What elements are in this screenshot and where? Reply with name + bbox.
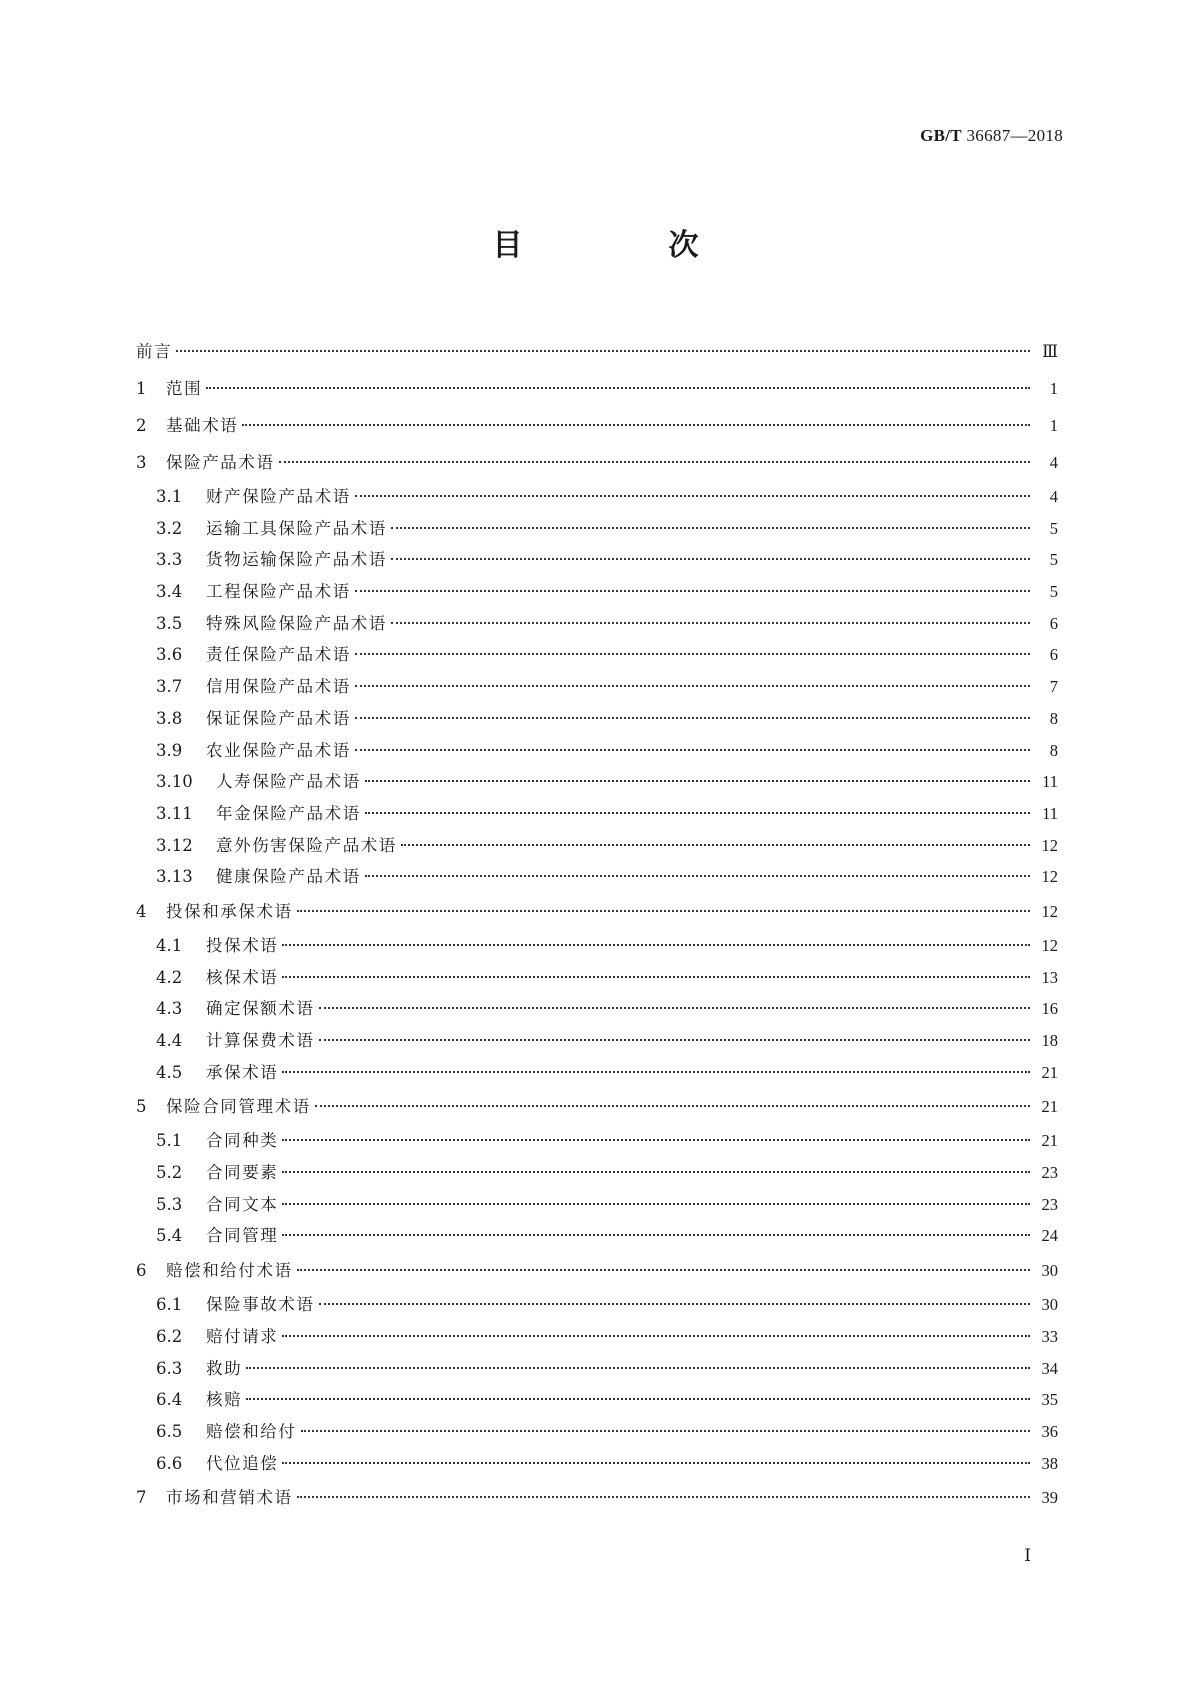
toc-entry-number: 3.2 — [156, 518, 183, 538]
toc-entry-page: 7 — [1049, 677, 1058, 697]
toc-entry-page: 30 — [1041, 1261, 1058, 1281]
toc-entry-page: 39 — [1041, 1488, 1058, 1508]
toc-entry-number: 3.8 — [156, 708, 183, 728]
toc-entry-label: 合同要素 — [206, 1163, 279, 1183]
toc-entry-label: 责任保险产品术语 — [206, 645, 351, 665]
toc-chapter-entry[interactable] — [136, 1088, 1058, 1125]
toc-entry-number: 4.3 — [156, 999, 183, 1019]
toc-section-entry[interactable] — [136, 703, 1058, 735]
toc-dot-leader — [206, 387, 1030, 389]
toc-section-entry[interactable] — [136, 1157, 1058, 1189]
toc-dot-leader — [242, 424, 1030, 426]
toc-section-entry[interactable] — [136, 1448, 1058, 1480]
toc-entry-number: 3.3 — [156, 550, 183, 570]
toc-entry-label: 健康保险产品术语 — [216, 867, 361, 887]
toc-chapter-entry[interactable] — [136, 333, 1058, 370]
toc-dot-leader — [282, 1462, 1030, 1464]
toc-entry-page: 21 — [1041, 1097, 1058, 1117]
toc-section-entry[interactable] — [136, 608, 1058, 640]
toc-section-entry[interactable] — [136, 735, 1058, 767]
toc-section-entry[interactable] — [136, 1220, 1058, 1252]
toc-entry-page: Ⅲ — [1042, 342, 1058, 361]
toc-section-entry[interactable] — [136, 1321, 1058, 1353]
toc-section-entry[interactable] — [136, 766, 1058, 798]
toc-entry-page: 4 — [1049, 453, 1058, 472]
toc-entry-number: 5 — [136, 1097, 147, 1117]
toc-entry-number: 4.1 — [156, 935, 183, 955]
toc-section-entry[interactable] — [136, 513, 1058, 545]
document-code — [920, 126, 1063, 146]
toc-entry-label: 赔偿和给付 — [206, 1421, 297, 1441]
toc-entry-label: 保险产品术语 — [166, 453, 275, 472]
toc-entry-label: 合同文本 — [206, 1194, 279, 1214]
toc-entry-page: 5 — [1049, 550, 1058, 570]
toc-entry-label: 救助 — [206, 1358, 243, 1378]
toc-entry-label: 代位追偿 — [206, 1453, 279, 1473]
toc-entry-page: 38 — [1041, 1453, 1058, 1473]
toc-entry-number: 5.3 — [156, 1194, 183, 1214]
toc-entry-label: 信用保险产品术语 — [206, 677, 351, 697]
toc-entry-page: 5 — [1049, 582, 1058, 602]
toc-entry-label: 范围 — [166, 379, 203, 398]
toc-entry-label: 市场和营销术语 — [166, 1488, 293, 1508]
toc-dot-leader — [297, 1269, 1030, 1271]
page-title: 目 次 — [492, 228, 757, 263]
toc-dot-leader — [355, 717, 1030, 719]
toc-section-entry[interactable] — [136, 1025, 1058, 1057]
toc-dot-leader — [391, 527, 1030, 529]
toc-entry-number: 3.11 — [156, 803, 193, 823]
toc-dot-leader — [297, 910, 1030, 912]
toc-section-entry[interactable] — [136, 861, 1058, 893]
toc-entry-number: 6.5 — [156, 1421, 183, 1441]
toc-entry-number: 4 — [136, 901, 147, 921]
toc-dot-leader — [282, 1234, 1030, 1236]
toc-entry-number: 6.4 — [156, 1390, 183, 1410]
toc-section-entry[interactable] — [136, 1353, 1058, 1385]
toc-entry-page: 21 — [1041, 1131, 1058, 1151]
toc-dot-leader — [282, 1203, 1030, 1205]
document-code-prefix: GB/T — [920, 126, 962, 145]
toc-entry-page: 18 — [1041, 1031, 1058, 1050]
toc-entry-label: 年金保险产品术语 — [216, 803, 361, 823]
toc-entry-label: 农业保险产品术语 — [206, 740, 351, 760]
toc-entry-page: 36 — [1041, 1421, 1058, 1441]
toc-entry-number: 7 — [136, 1488, 147, 1508]
toc-dot-leader — [301, 1430, 1031, 1432]
toc-section-entry[interactable] — [136, 993, 1058, 1025]
toc-entry-number: 5.1 — [156, 1131, 183, 1151]
toc-entry-number: 3.7 — [156, 677, 183, 697]
toc-entry-page: 11 — [1042, 803, 1058, 823]
toc-dot-leader — [282, 1071, 1030, 1073]
toc-section-entry[interactable] — [136, 1189, 1058, 1221]
toc-entry-number: 2 — [136, 416, 147, 435]
toc-section-entry[interactable] — [136, 639, 1058, 671]
toc-entry-number: 3.5 — [156, 613, 183, 633]
toc-entry-number: 6.2 — [156, 1326, 183, 1346]
toc-entry-number: 6.3 — [156, 1358, 183, 1378]
toc-entry-label: 赔偿和给付术语 — [166, 1261, 293, 1281]
toc-section-entry[interactable] — [136, 830, 1058, 862]
toc-section-entry[interactable] — [136, 1057, 1058, 1089]
toc-dot-leader — [319, 1039, 1030, 1041]
toc-entry-label: 基础术语 — [166, 416, 239, 435]
toc-dot-leader — [365, 875, 1030, 877]
toc-entry-number: 4.4 — [156, 1031, 183, 1050]
toc-entry-number: 6 — [136, 1261, 147, 1281]
toc-entry-label: 核保术语 — [206, 967, 279, 987]
toc-chapter-entry[interactable] — [136, 407, 1058, 444]
toc-entry-page: 30 — [1041, 1295, 1058, 1315]
toc-dot-leader — [355, 495, 1030, 497]
toc-section-entry[interactable] — [136, 962, 1058, 994]
toc-dot-leader — [355, 653, 1030, 655]
toc-entry-page: 23 — [1041, 1163, 1058, 1183]
toc-section-entry[interactable] — [136, 1416, 1058, 1448]
toc-entry-page: 33 — [1041, 1326, 1058, 1346]
toc-dot-leader — [315, 1105, 1030, 1107]
toc-entry-label: 特殊风险保险产品术语 — [206, 613, 387, 633]
toc-chapter-entry[interactable] — [136, 893, 1058, 930]
toc-entry-label: 保险事故术语 — [206, 1295, 315, 1315]
toc-entry-page: 11 — [1042, 772, 1058, 792]
toc-dot-leader — [355, 685, 1030, 687]
toc-entry-page: 24 — [1041, 1226, 1058, 1246]
toc-section-entry[interactable] — [136, 1289, 1058, 1321]
toc-entry-page: 16 — [1041, 999, 1058, 1019]
toc-section-entry[interactable] — [136, 1125, 1058, 1157]
toc-entry-page: 34 — [1041, 1358, 1058, 1378]
toc-section-entry[interactable] — [136, 930, 1058, 962]
toc-entry-number: 4.5 — [156, 1062, 183, 1082]
toc-dot-leader — [176, 350, 1030, 352]
toc-dot-leader — [246, 1367, 1030, 1369]
toc-entry-number: 3.10 — [156, 772, 193, 792]
toc-dot-leader — [355, 749, 1030, 751]
toc-entry-label: 合同管理 — [206, 1226, 279, 1246]
toc-entry-label: 保证保险产品术语 — [206, 708, 351, 728]
page-number: Ⅰ — [1024, 1546, 1031, 1565]
document-code-number: 36687—2018 — [966, 126, 1063, 145]
toc-chapter-entry[interactable] — [136, 444, 1058, 481]
toc-entry-number: 3.1 — [156, 487, 183, 506]
toc-section-entry[interactable] — [136, 481, 1058, 513]
toc-entry-label: 保险合同管理术语 — [166, 1097, 311, 1117]
toc-entry-number: 4.2 — [156, 967, 183, 987]
toc-entry-number: 3.4 — [156, 582, 183, 602]
toc-section-entry[interactable] — [136, 798, 1058, 830]
toc-entry-number: 6.6 — [156, 1453, 183, 1473]
toc-entry-number: 3 — [136, 453, 147, 472]
toc-entry-page: 21 — [1041, 1062, 1058, 1082]
toc-entry-number: 3.6 — [156, 645, 183, 665]
toc-entry-label: 货物运输保险产品术语 — [206, 550, 387, 570]
toc-entry-page: 5 — [1049, 518, 1058, 538]
toc-section-entry[interactable] — [136, 671, 1058, 703]
toc-entry-label: 承保术语 — [206, 1062, 279, 1082]
toc-dot-leader — [282, 1171, 1030, 1173]
toc-dot-leader — [391, 558, 1030, 560]
toc-chapter-entry[interactable] — [136, 370, 1058, 407]
toc-entry-page: 13 — [1041, 967, 1058, 987]
toc-entry-number: 3.9 — [156, 740, 183, 760]
toc-entry-page: 4 — [1049, 487, 1058, 506]
toc-dot-leader — [355, 590, 1030, 592]
toc-chapter-entry[interactable] — [136, 1479, 1058, 1516]
toc-entry-label: 投保和承保术语 — [166, 901, 293, 921]
toc-entry-page: 8 — [1049, 740, 1058, 760]
toc-entry-page: 12 — [1041, 835, 1058, 855]
toc-entry-number: 6.1 — [156, 1295, 183, 1315]
toc-entry-page: 6 — [1049, 613, 1058, 633]
toc-entry-page: 1 — [1049, 379, 1058, 398]
toc-entry-page: 12 — [1041, 867, 1058, 887]
toc-entry-page: 23 — [1041, 1194, 1058, 1214]
toc-entry-label: 工程保险产品术语 — [206, 582, 351, 602]
toc-entry-page: 6 — [1049, 645, 1058, 665]
toc-entry-label: 合同种类 — [206, 1131, 279, 1151]
toc-dot-leader — [401, 844, 1030, 846]
toc-dot-leader — [282, 976, 1030, 978]
toc-section-entry[interactable] — [136, 544, 1058, 576]
toc-entry-label: 确定保额术语 — [206, 999, 315, 1019]
toc-dot-leader — [279, 461, 1030, 463]
toc-entry-number: 5.2 — [156, 1163, 183, 1183]
toc-entry-label: 计算保费术语 — [206, 1031, 315, 1050]
toc-entry-label: 财产保险产品术语 — [206, 487, 351, 506]
toc-entry-label: 人寿保险产品术语 — [216, 772, 361, 792]
toc-section-entry[interactable] — [136, 576, 1058, 608]
toc-entry-label: 前言 — [136, 342, 173, 361]
toc-entry-page: 1 — [1049, 416, 1058, 435]
toc-entry-page: 35 — [1041, 1390, 1058, 1410]
toc-entry-label: 赔付请求 — [206, 1326, 279, 1346]
toc-entry-page: 8 — [1049, 708, 1058, 728]
toc-dot-leader — [297, 1496, 1030, 1498]
toc-entry-label: 意外伤害保险产品术语 — [216, 835, 397, 855]
toc-dot-leader — [391, 622, 1030, 624]
toc-dot-leader — [319, 1303, 1030, 1305]
toc-dot-leader — [282, 1139, 1030, 1141]
toc-entry-label: 核赔 — [206, 1390, 243, 1410]
toc-dot-leader — [365, 780, 1030, 782]
toc-dot-leader — [319, 1007, 1030, 1009]
toc-dot-leader — [282, 1335, 1030, 1337]
toc-entry-number: 3.13 — [156, 867, 193, 887]
toc-entry-page: 12 — [1041, 935, 1058, 955]
toc-section-entry[interactable] — [136, 1384, 1058, 1416]
toc-dot-leader — [282, 944, 1030, 946]
toc-dot-leader — [246, 1398, 1030, 1400]
toc-dot-leader — [365, 812, 1030, 814]
toc-entry-label: 投保术语 — [206, 935, 279, 955]
toc-chapter-entry[interactable] — [136, 1252, 1058, 1289]
toc-entry-page: 12 — [1041, 901, 1058, 921]
toc-entry-number: 1 — [136, 379, 147, 398]
toc-entry-number: 3.12 — [156, 835, 193, 855]
toc-entry-number: 5.4 — [156, 1226, 183, 1246]
table-of-contents — [136, 333, 1058, 1516]
toc-entry-label: 运输工具保险产品术语 — [206, 518, 387, 538]
